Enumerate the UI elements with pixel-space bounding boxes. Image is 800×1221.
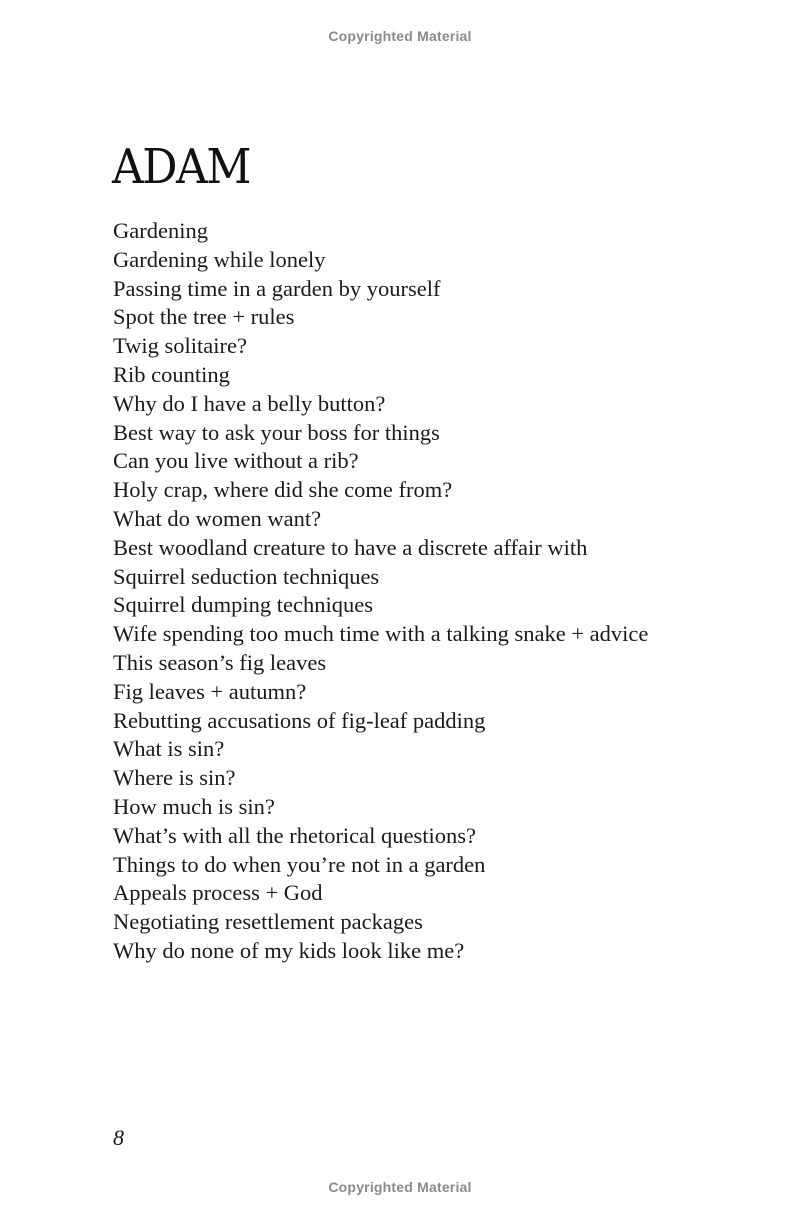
list-item: What is sin?	[113, 736, 225, 762]
list-item: Can you live without a rib?	[113, 448, 359, 474]
list-item: Where is sin?	[113, 765, 236, 791]
list-item: Best way to ask your boss for things	[113, 419, 440, 445]
list-item: Things to do when you’re not in a garden	[113, 851, 486, 877]
list-item: Fig leaves + autumn?	[113, 678, 307, 704]
list-item: Passing time in a garden by yourself	[113, 275, 441, 301]
list-item: Why do I have a belly button?	[113, 390, 386, 416]
copyright-watermark-bottom: Copyrighted Material	[328, 1179, 472, 1195]
list-item: Rib counting	[113, 361, 230, 387]
list-item: What do women want?	[113, 505, 322, 531]
list-item: Best woodland creature to have a discrete affair with	[113, 534, 588, 560]
copyright-watermark-top: Copyrighted Material	[328, 28, 472, 44]
page-title: ADAM	[112, 140, 250, 196]
list-item: Gardening while lonely	[113, 246, 326, 272]
list-item: Spot the tree + rules	[113, 304, 295, 330]
search-list	[113, 217, 648, 966]
list-item: What’s with all the rhetorical questions?	[113, 822, 477, 848]
list-item: Squirrel dumping techniques	[113, 592, 373, 618]
list-item: Rebutting accusations of fig-leaf padding	[113, 707, 486, 733]
list-item: Negotiating resettlement packages	[113, 909, 423, 935]
list-item: Gardening	[113, 218, 208, 243]
list-item: Why do none of my kids look like me?	[113, 937, 465, 963]
list-item: Holy crap, where did she come from?	[113, 477, 453, 503]
list-item: This season’s fig leaves	[113, 649, 327, 675]
page-number: 8	[113, 1125, 124, 1150]
list-item: Squirrel seduction techniques	[113, 563, 380, 589]
list-item: Appeals process + God	[113, 880, 323, 906]
list-item: Twig solitaire?	[113, 333, 248, 359]
list-item: How much is sin?	[113, 793, 275, 819]
list-item: Wife spending too much time with a talking snake + advice	[113, 621, 649, 647]
